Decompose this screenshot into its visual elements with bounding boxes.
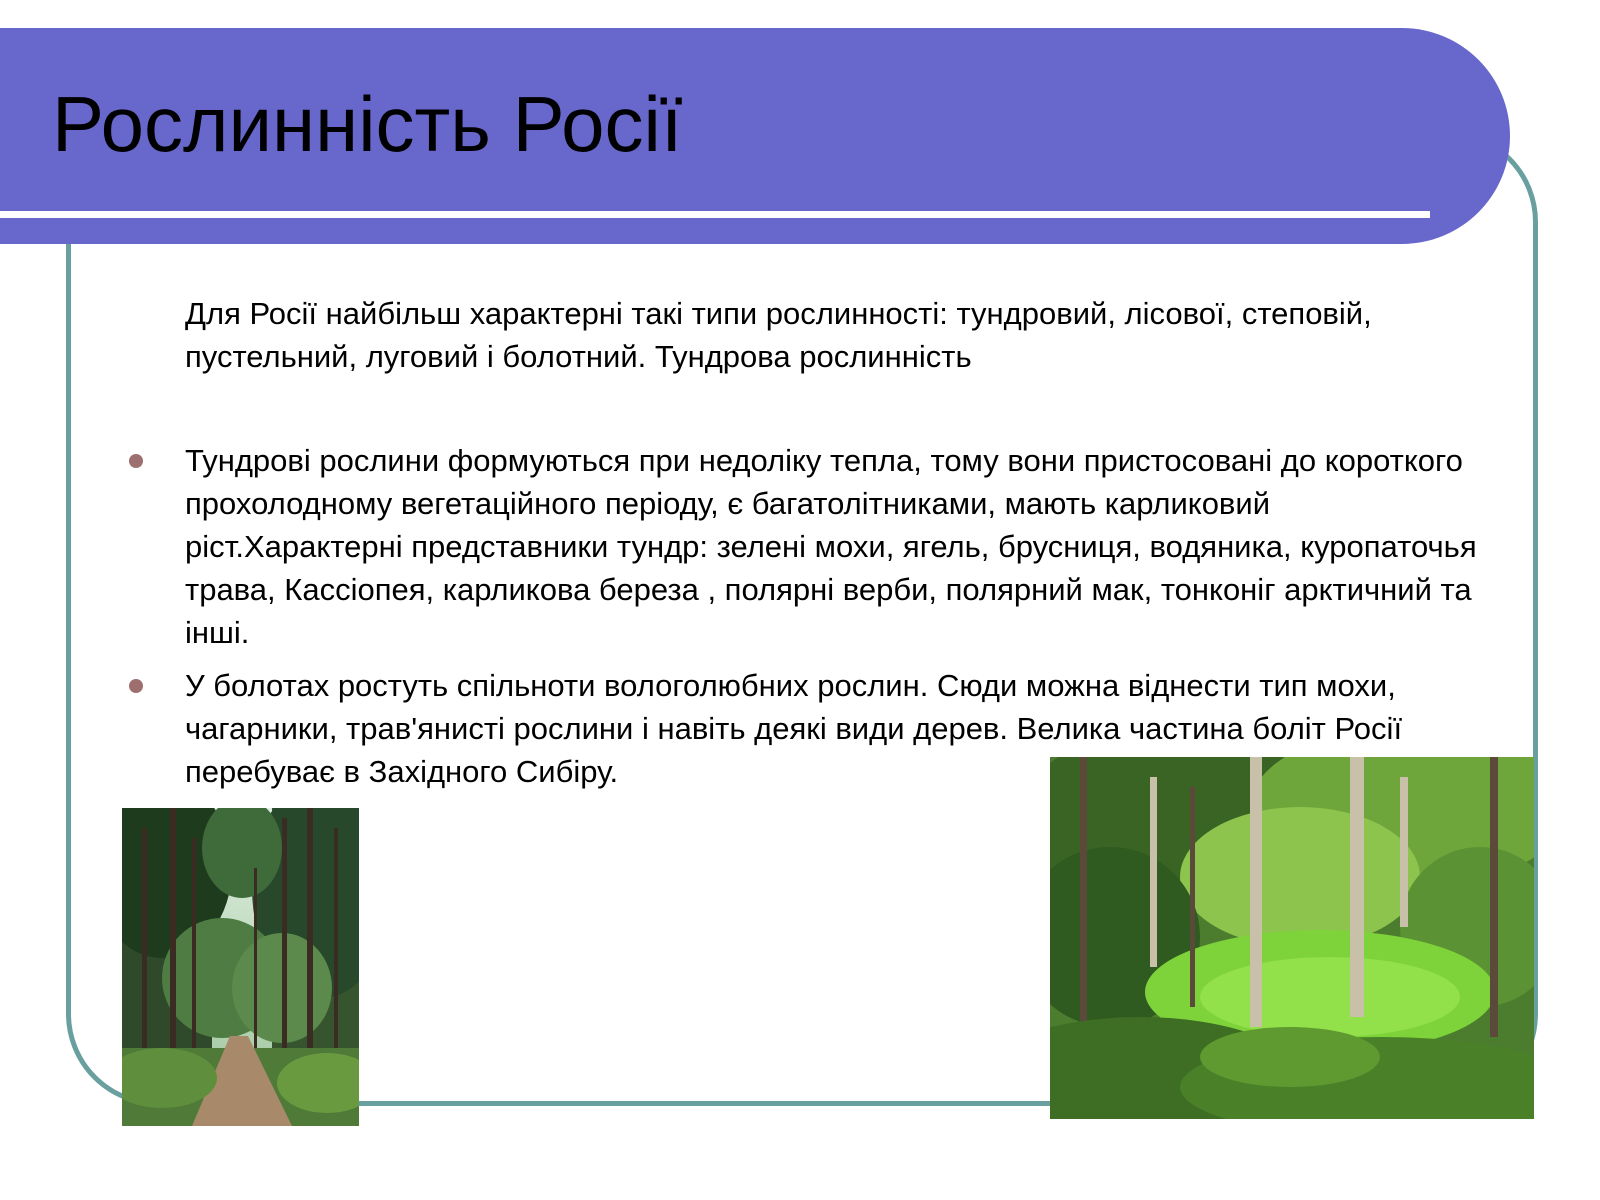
bullet-item (185, 439, 1495, 654)
bullet-dot-icon (129, 679, 143, 693)
forest-swamp-photo (1050, 757, 1534, 1119)
bullet-text: Тундрові рослини формуються при недоліку тепла, тому вони пристосовані до короткого прохолодному вегетаційного періоду, є багатолітниками, мають карликовий ріст.Характерні представники тундр: зелені мохи, ягель, брусниця, водяника, куропаточья трава, Кассіопея, карликова береза , полярні верби, полярний мак, тонконіг арктичний та інші. (185, 443, 1477, 650)
bullet-dot-icon (129, 454, 143, 468)
forest-path-photo (122, 808, 359, 1126)
slide-title: Рослинність Росії (52, 80, 683, 168)
intro-paragraph: Для Росії найбільш характерні такі типи рослинності: тундровий, лісової, степовій, пустельний, луговий і болотний. Тундрова рослинність (185, 296, 1372, 374)
bullet-text: У болотах ростуть спільноти вологолюбних рослин. Сюди можна віднести тип мохи, чагарники, трав'янисті рослини і навіть деякі види дерев. Велика частина боліт Росії перебуває в Західного Сибіру. (185, 668, 1403, 789)
